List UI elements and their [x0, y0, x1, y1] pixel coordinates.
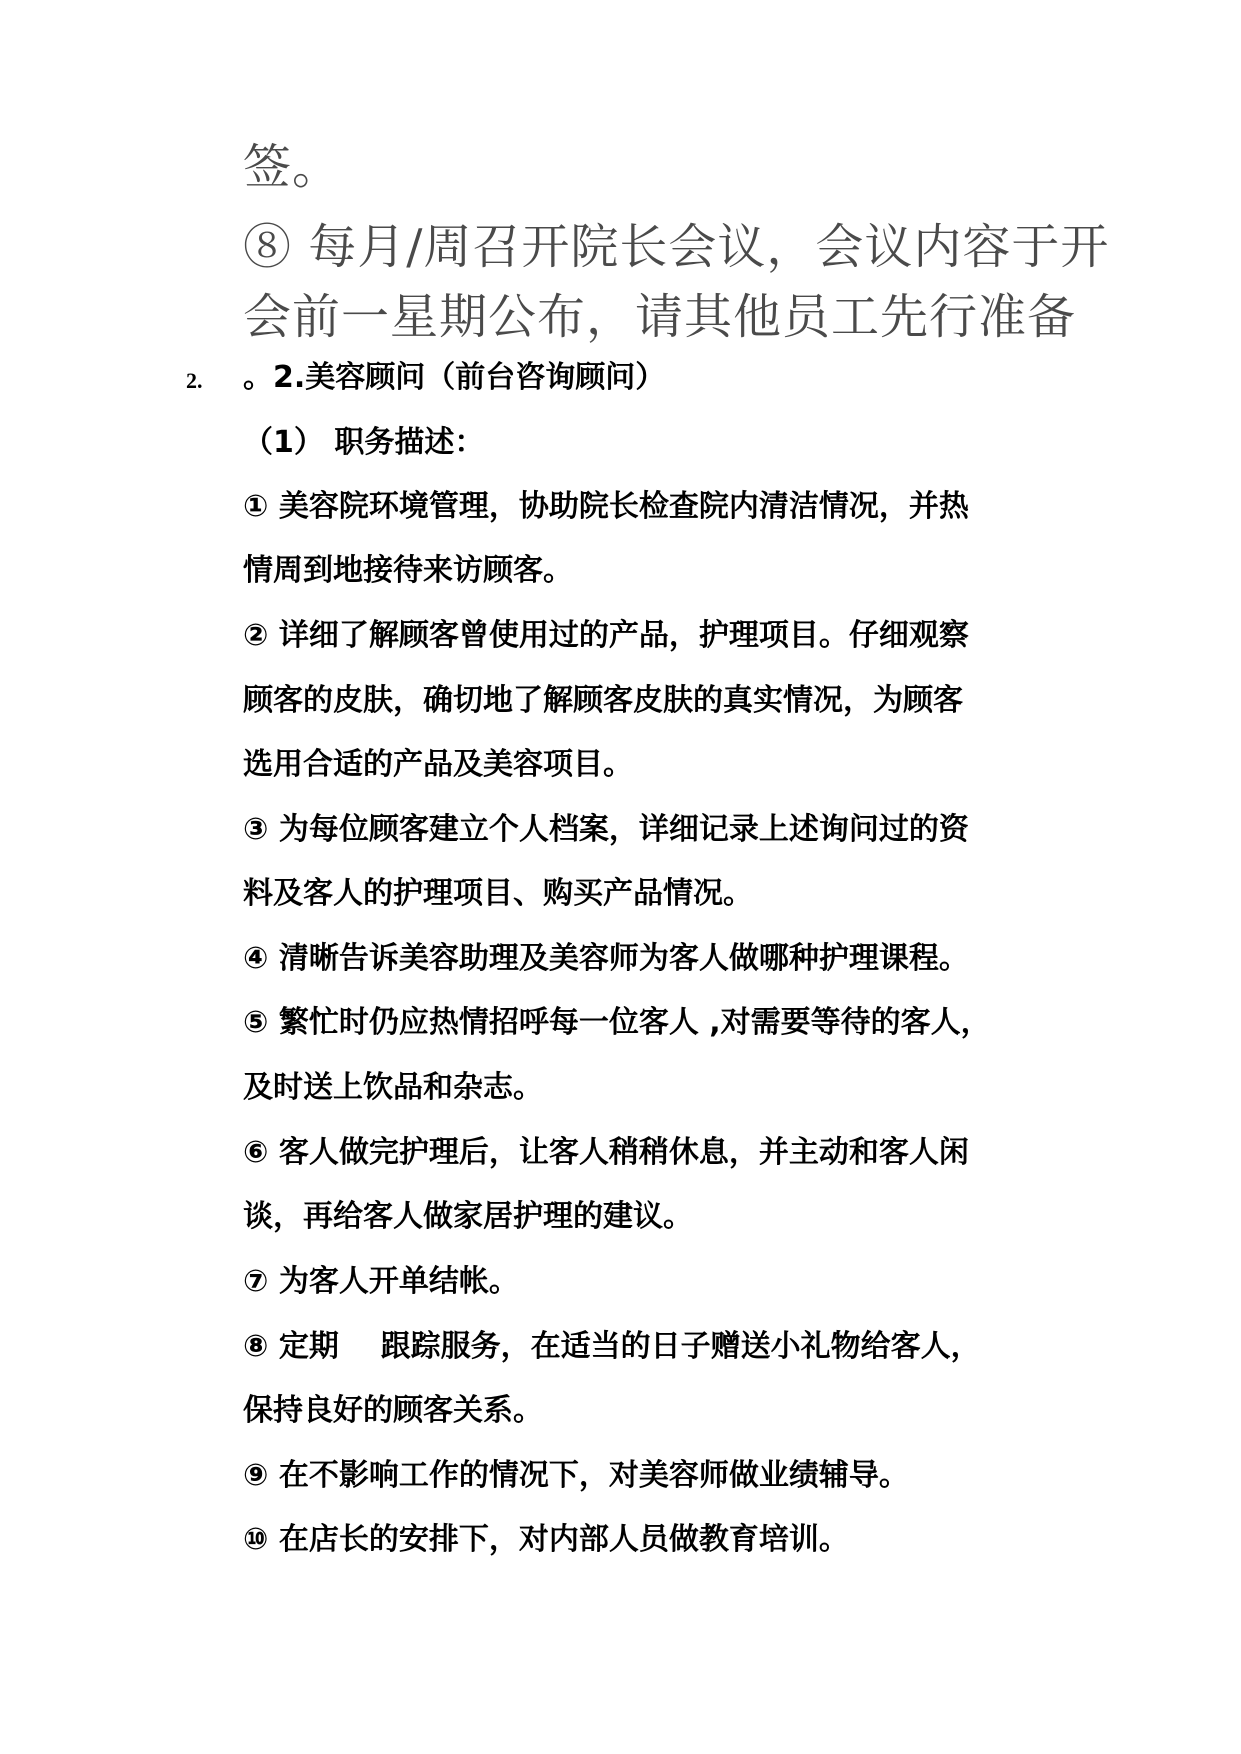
list-number-marker: 2.	[186, 368, 203, 393]
duty-line: ⑧ 定期 跟踪服务，在适当的日子赠送小礼物给客人，	[243, 1329, 981, 1364]
duty-line: ② 详细了解顾客曾使用过的产品，护理项目。仔细观察	[243, 618, 969, 653]
section-subheading: （1） 职务描述：	[243, 425, 485, 460]
duty-line: ③ 为每位顾客建立个人档案，详细记录上述询问过的资	[243, 812, 969, 847]
continuation-line: ⑧ 每月/周召开院长会议，会议内容于开	[243, 219, 1110, 275]
section-heading: 。2.美容顾问（前台咨询顾问）	[243, 360, 666, 395]
duty-line: 料及客人的护理项目、购买产品情况。	[243, 876, 753, 911]
duty-line: ⑨ 在不影响工作的情况下，对美容师做业绩辅导。	[243, 1458, 909, 1493]
duty-line: 及时送上饮品和杂志。	[243, 1070, 543, 1105]
duty-line: 保持良好的顾客关系。	[243, 1393, 543, 1428]
continuation-line: 签。	[243, 139, 342, 195]
duty-line: ① 美容院环境管理，协助院长检查院内清洁情况，并热	[243, 489, 969, 524]
duty-line: 选用合适的产品及美容项目。	[243, 747, 633, 782]
duty-line: ⑩ 在店长的安排下，对内部人员做教育培训。	[243, 1522, 849, 1557]
continuation-line: 会前一星期公布，请其他员工先行准备	[243, 289, 1077, 345]
duty-line: 情周到地接待来访顾客。	[243, 553, 573, 588]
duty-line: ⑤ 繁忙时仍应热情招呼每一位客人 ,对需要等待的客人，	[243, 1005, 991, 1040]
duty-line: ⑦ 为客人开单结帐。	[243, 1264, 519, 1299]
duty-line: ④ 清晰告诉美容助理及美容师为客人做哪种护理课程。	[243, 941, 969, 976]
duty-line: 谈，再给客人做家居护理的建议。	[243, 1199, 693, 1234]
duty-line: 顾客的皮肤，确切地了解顾客皮肤的真实情况，为顾客	[243, 683, 963, 718]
duty-line: ⑥ 客人做完护理后，让客人稍稍休息，并主动和客人闲	[243, 1135, 969, 1170]
